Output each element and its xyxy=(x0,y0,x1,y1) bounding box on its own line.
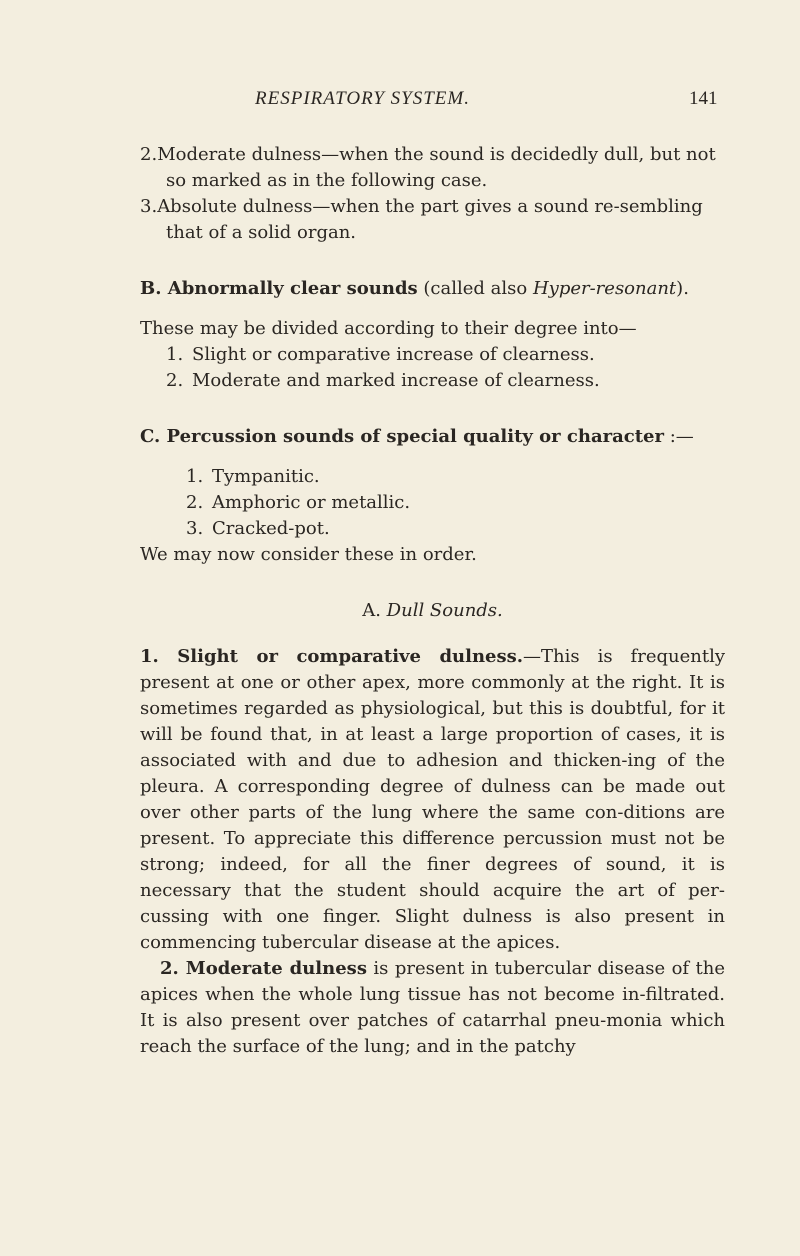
paragraph-text: is present in tubercular disease of the apices when the whole lung tissue has not become in-filtrated. It is also present over patches of catarrhal pneu-monia which reach the surface of the lung; and in the patchy xyxy=(140,958,726,1057)
section-a-heading xyxy=(140,598,725,624)
paragraph-slight-dulness xyxy=(140,644,725,956)
section-b-end: ). xyxy=(676,278,689,299)
item-number: 1. xyxy=(166,344,184,365)
section-b-label: B. Abnormally clear sounds xyxy=(140,278,418,299)
item-text: Slight or comparative increase of clearness. xyxy=(192,344,595,365)
section-c-heading xyxy=(140,424,725,450)
list-item xyxy=(140,142,725,194)
item-text: Moderate dulness—when the sound is decidedly dull, but not so marked as in the following case. xyxy=(157,144,716,191)
item-number: 2. xyxy=(140,144,158,165)
section-b-intro: These may be divided according to their degree into— xyxy=(140,318,637,339)
item-number: 3. xyxy=(186,518,204,539)
body-text xyxy=(140,142,725,1060)
item-number: 1. xyxy=(186,466,204,487)
list-item xyxy=(166,368,725,394)
item-text: Absolute dulness—when the part gives a sound re-sembling that of a solid organ. xyxy=(157,196,703,243)
list-item xyxy=(186,516,725,542)
section-b-rest: (called also xyxy=(417,278,533,299)
item-number: 2. xyxy=(166,370,184,391)
section-b-heading xyxy=(140,276,725,302)
section-a-prefix: A. xyxy=(362,600,387,621)
paragraph-moderate-dulness xyxy=(140,956,725,1060)
list-item xyxy=(166,342,725,368)
item-text: Cracked-pot. xyxy=(212,518,330,539)
paragraph-lead: 2. Moderate dulness xyxy=(160,958,367,979)
closing-line: We may now consider these in order. xyxy=(140,544,477,565)
page-number: 141 xyxy=(689,88,718,109)
list-item xyxy=(140,194,725,246)
paragraph-lead: 1. Slight or comparative dulness. xyxy=(140,646,524,667)
item-number: 3. xyxy=(140,196,158,217)
section-c-end: :— xyxy=(663,426,694,447)
page-header xyxy=(0,88,800,118)
item-text: Tympanitic. xyxy=(212,466,320,487)
list-item xyxy=(186,490,725,516)
item-text: Amphoric or metallic. xyxy=(212,492,411,513)
running-head: RESPIRATORY SYSTEM. xyxy=(255,88,470,109)
section-c-label: C. Percussion sounds of special quality or character xyxy=(140,426,664,447)
paragraph-text: —This is frequently present at one or other apex, more commonly at the right. It is sometimes regarded as physiological, but this is doubtful, for it will be found that, in at least a large proportion of cases, it is associated with and due to adhesion and thicken-ing of the pleura. A corresponding degree of dulness can be made out over other parts of the lung where the same con-ditions are present. To appreciate this difference percussion must not be strong; indeed, for all the finer degrees of sound, it is necessary that the student should acquire the art of per-cussing with one finger. Slight dulness is also present in commencing tubercular disease at the apices. xyxy=(140,646,725,953)
section-a-title: Dull Sounds. xyxy=(386,600,503,621)
list-item xyxy=(186,464,725,490)
item-number: 2. xyxy=(186,492,204,513)
item-text: Moderate and marked increase of clearness. xyxy=(192,370,600,391)
section-b-italic: Hyper-resonant xyxy=(532,278,677,299)
